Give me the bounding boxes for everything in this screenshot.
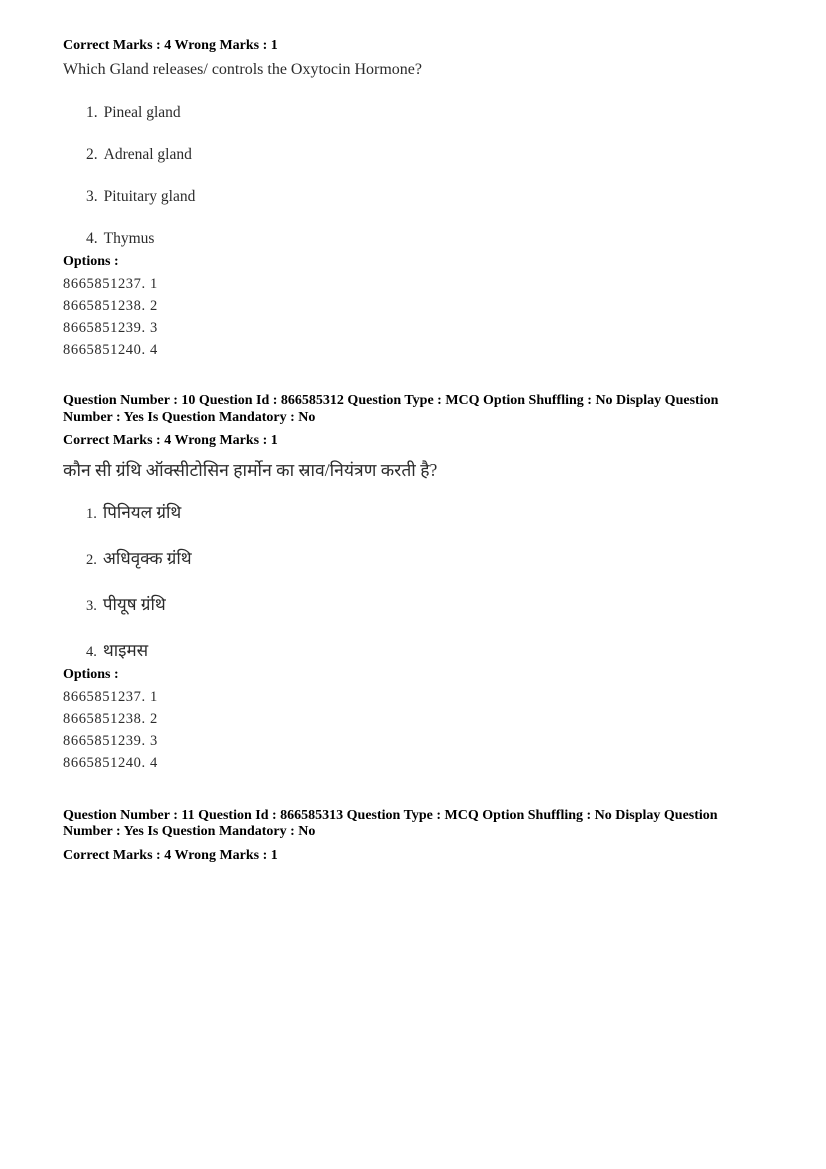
option-id-line-3: 8665851239. 3 xyxy=(63,319,158,336)
choice-option-2 xyxy=(86,146,786,163)
choice-number: 1. xyxy=(86,103,98,121)
choice-list-hindi xyxy=(86,502,786,662)
choice-option-4 xyxy=(86,230,786,247)
choice-label: Pituitary gland xyxy=(103,187,196,205)
question-text-english: Which Gland releases/ controls the Oxytocin Hormone? xyxy=(63,60,422,78)
choice-option-4 xyxy=(86,640,786,662)
option-id-line-4: 8665851240. 4 xyxy=(63,754,158,771)
choice-label: Thymus xyxy=(103,229,155,247)
choice-number: 3. xyxy=(86,187,98,205)
marks-line: Correct Marks : 4 Wrong Marks : 1 xyxy=(63,433,278,449)
options-label: Options : xyxy=(63,666,119,682)
options-label: Options : xyxy=(63,253,119,269)
question-meta-header: Question Number : 11 Question Id : 866585313 Question Type : MCQ Option Shuffling : No Display Question Number : Yes Is Question Mandatory : No xyxy=(63,807,718,840)
choice-label: थाइमस xyxy=(102,640,149,660)
question-meta-header: Question Number : 10 Question Id : 866585312 Question Type : MCQ Option Shuffling : No Display Question Number : Yes Is Question Mandatory : No xyxy=(63,392,719,425)
option-id-line-4: 8665851240. 4 xyxy=(63,341,158,358)
choice-number: 3. xyxy=(86,597,97,614)
choice-option-3 xyxy=(86,594,786,616)
question-block-next-header xyxy=(63,808,786,865)
option-id-line-3: 8665851239. 3 xyxy=(63,732,158,749)
question-block-hindi xyxy=(63,393,786,774)
choice-option-1 xyxy=(86,104,786,121)
choice-number: 2. xyxy=(86,145,98,163)
marks-line: Correct Marks : 4 Wrong Marks : 1 xyxy=(63,847,278,863)
choice-list-english xyxy=(86,104,786,247)
choice-option-2 xyxy=(86,548,786,570)
question-block-english xyxy=(63,38,786,361)
question-text-hindi: कौन सी ग्रंथि ऑक्सीटोसिन हार्मोन का स्राव/नियंत्रण करती है? xyxy=(63,459,438,480)
choice-label: अधिवृक्क ग्रंथि xyxy=(102,548,192,568)
choice-label: पीयूष ग्रंथि xyxy=(102,594,166,614)
option-id-line-1: 8665851237. 1 xyxy=(63,688,158,705)
choice-option-3 xyxy=(86,188,786,205)
choice-label: Adrenal gland xyxy=(103,145,192,163)
marks-line: Correct Marks : 4 Wrong Marks : 1 xyxy=(63,38,278,53)
choice-number: 4. xyxy=(86,643,97,660)
choice-number: 2. xyxy=(86,551,97,568)
choice-label: पिनियल ग्रंथि xyxy=(102,502,182,522)
choice-number: 4. xyxy=(86,229,98,247)
option-id-line-2: 8665851238. 2 xyxy=(63,710,158,727)
choice-option-1 xyxy=(86,502,786,524)
choice-label: Pineal gland xyxy=(103,103,181,121)
choice-number: 1. xyxy=(86,505,97,522)
option-id-line-1: 8665851237. 1 xyxy=(63,275,158,292)
option-id-line-2: 8665851238. 2 xyxy=(63,297,158,314)
